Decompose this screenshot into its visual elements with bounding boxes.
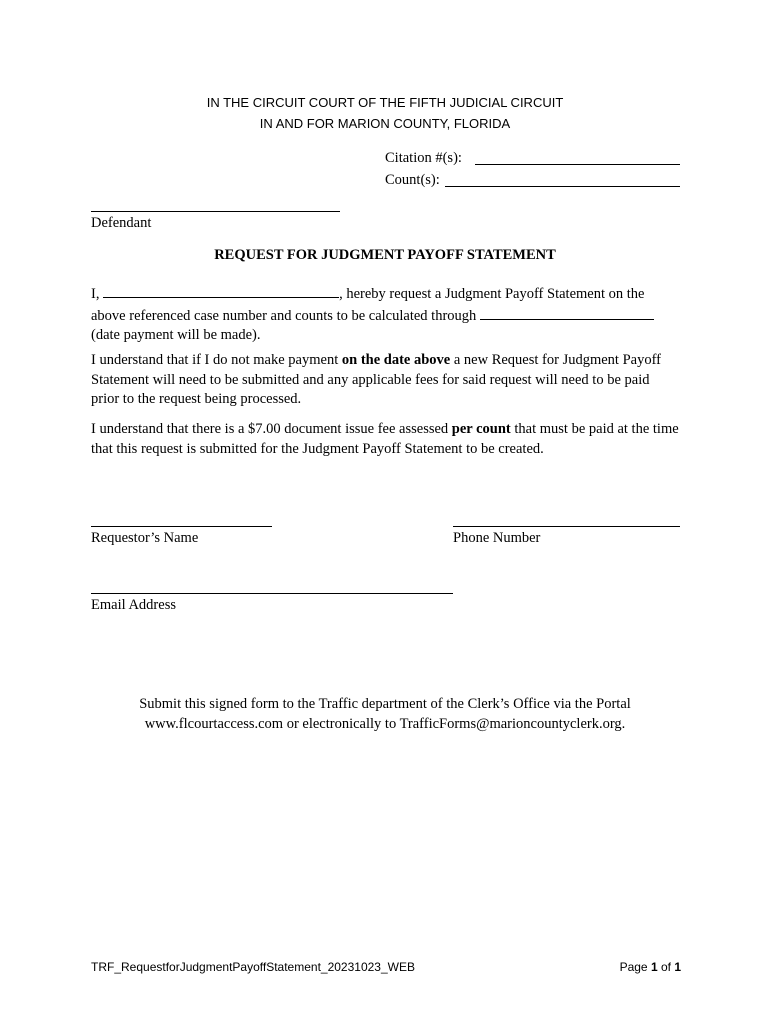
requestor-name-field[interactable] [91, 526, 272, 527]
emphasis-per-count: per count [451, 421, 511, 437]
request-line-1 [91, 283, 681, 305]
court-county: IN AND FOR MARION COUNTY, FLORIDA [259, 116, 511, 131]
document-id: TRF_RequestforJudgmentPayoffStatement_20231023_WEB [91, 960, 415, 974]
phone-field[interactable] [453, 526, 680, 527]
name-field[interactable] [103, 283, 339, 298]
requestor-name-label: Requestor’s Name [91, 530, 199, 546]
citation-label: Citation #(s): [385, 150, 462, 166]
court-name: IN THE CIRCUIT COURT OF THE FIFTH JUDICIAL CIRCUIT [206, 95, 564, 110]
defendant-label: Defendant [91, 215, 152, 231]
page-number: Page 1 of 1 [619, 960, 681, 974]
payment-date-field[interactable] [480, 305, 654, 320]
fee-notice: I understand that there is a $7.00 document issue fee assessed per count that must be paid at the time that this request is submitted for the Judgment Payoff Statement to be created. [91, 421, 679, 457]
counts-label: Count(s): [385, 172, 440, 188]
defendant-field[interactable] [91, 211, 340, 212]
citation-field[interactable] [475, 164, 680, 165]
phone-label: Phone Number [453, 530, 541, 546]
form-title: REQUEST FOR JUDGMENT PAYOFF STATEMENT [214, 247, 556, 263]
request-through: above referenced case number and counts to be calculated through [91, 307, 477, 324]
payment-date-notice: I understand that if I do not make payment on the date above a new Request for Judgment Payoff Statement will need to be submitted and any applicable fees for said request will need to be paid prior to the request being processed. [91, 352, 661, 407]
submit-instructions [0, 695, 770, 734]
request-after-name: , hereby request a Judgment Payoff Statement on the [339, 286, 645, 302]
emphasis-date: on the date above [341, 352, 451, 368]
submit-line-1: Submit this signed form to the Traffic department of the Clerk’s Office via the Portal [139, 696, 631, 712]
request-paragraph [91, 283, 681, 346]
request-line-2 [91, 305, 681, 327]
request-line-3: (date payment will be made). [91, 327, 261, 343]
submit-line-2: www.flcourtaccess.com or electronically to TrafficForms@marioncountyclerk.org. [144, 715, 626, 732]
email-label: Email Address [91, 597, 176, 613]
request-start: I, [91, 286, 100, 302]
email-field[interactable] [91, 593, 453, 594]
counts-field[interactable] [445, 186, 680, 187]
